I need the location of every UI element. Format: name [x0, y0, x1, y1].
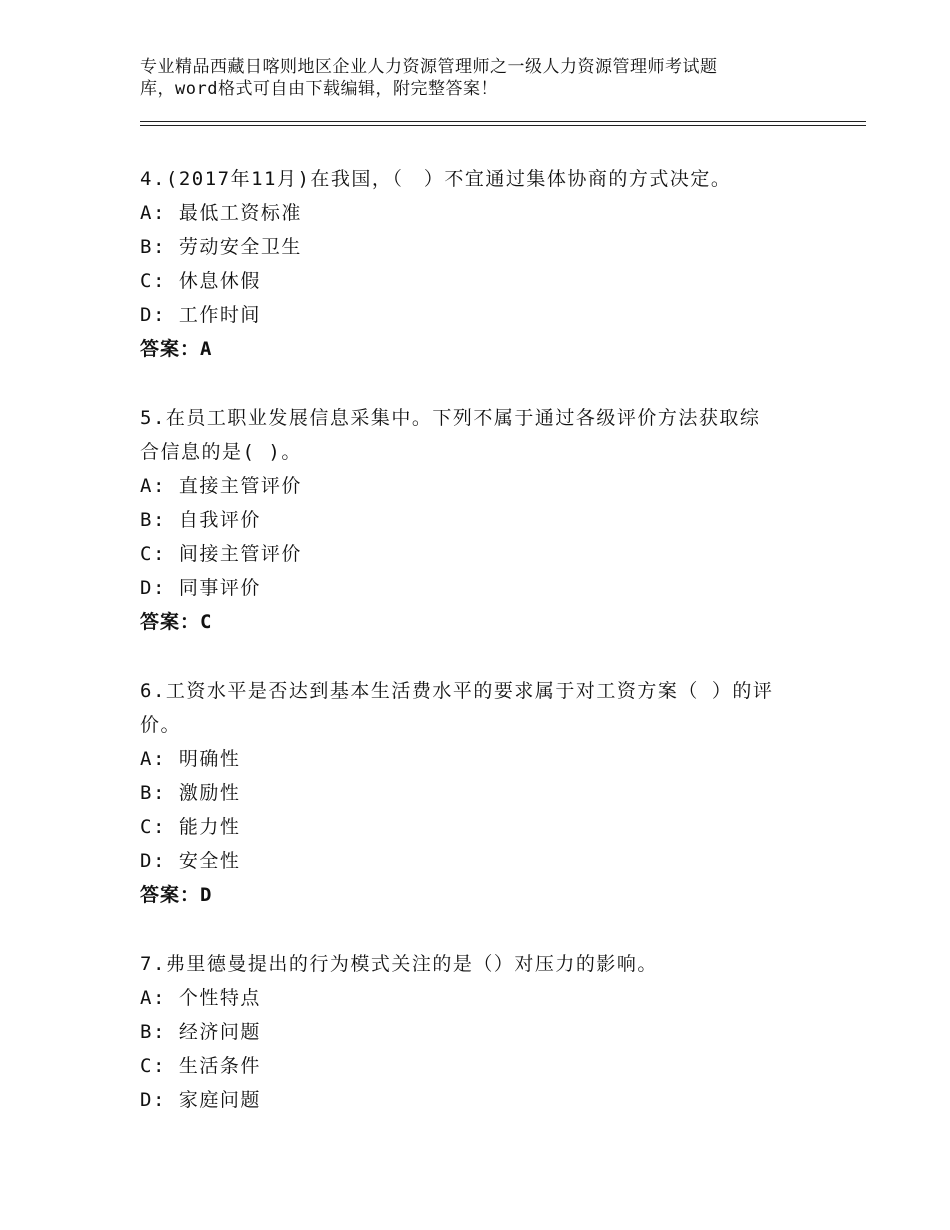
header-line-1: 专业精品西藏日喀则地区企业人力资源管理师之一级人力资源管理师考试题 — [140, 57, 718, 77]
option-b: B: 激励性 — [140, 782, 241, 804]
answer-label: 答案：D — [140, 884, 213, 906]
option-a: A: 明确性 — [140, 748, 241, 770]
header-divider-bottom — [140, 125, 866, 126]
question-7 — [140, 947, 820, 1117]
question-5 — [140, 401, 820, 639]
option-a: A: 个性特点 — [140, 987, 261, 1009]
question-text — [140, 674, 820, 742]
question-line: 合信息的是( )。 — [140, 441, 302, 463]
question-line: 7.弗里德曼提出的行为模式关注的是（）对压力的影响。 — [140, 953, 658, 975]
option-c: C: 间接主管评价 — [140, 543, 302, 565]
question-4 — [140, 162, 820, 366]
option-a: A: 直接主管评价 — [140, 475, 302, 497]
question-line: 价。 — [140, 714, 182, 736]
option-d: D: 家庭问题 — [140, 1089, 261, 1111]
header-line-2: 库，word格式可自由下载编辑，附完整答案！ — [140, 79, 498, 99]
answer-label: 答案：A — [140, 338, 213, 360]
question-line: 4.(2017年11月)在我国，（ ）不宜通过集体协商的方式决定。 — [140, 168, 732, 190]
option-a: A: 最低工资标准 — [140, 202, 302, 224]
option-c: C: 能力性 — [140, 816, 241, 838]
option-c: C: 休息休假 — [140, 270, 261, 292]
option-d: D: 工作时间 — [140, 304, 261, 326]
question-6 — [140, 674, 820, 912]
document-header — [140, 56, 780, 100]
option-b: B: 自我评价 — [140, 509, 261, 531]
question-text — [140, 401, 820, 469]
option-d: D: 同事评价 — [140, 577, 261, 599]
option-b: B: 劳动安全卫生 — [140, 236, 302, 258]
option-b: B: 经济问题 — [140, 1021, 261, 1043]
question-line: 5.在员工职业发展信息采集中。下列不属于通过各级评价方法获取综 — [140, 407, 761, 429]
answer-label: 答案：C — [140, 611, 213, 633]
question-line: 6.工资水平是否达到基本生活费水平的要求属于对工资方案（ ）的评 — [140, 680, 774, 702]
question-text — [140, 162, 820, 196]
option-d: D: 安全性 — [140, 850, 241, 872]
question-text — [140, 947, 820, 981]
option-c: C: 生活条件 — [140, 1055, 261, 1077]
header-divider-top — [140, 121, 866, 122]
